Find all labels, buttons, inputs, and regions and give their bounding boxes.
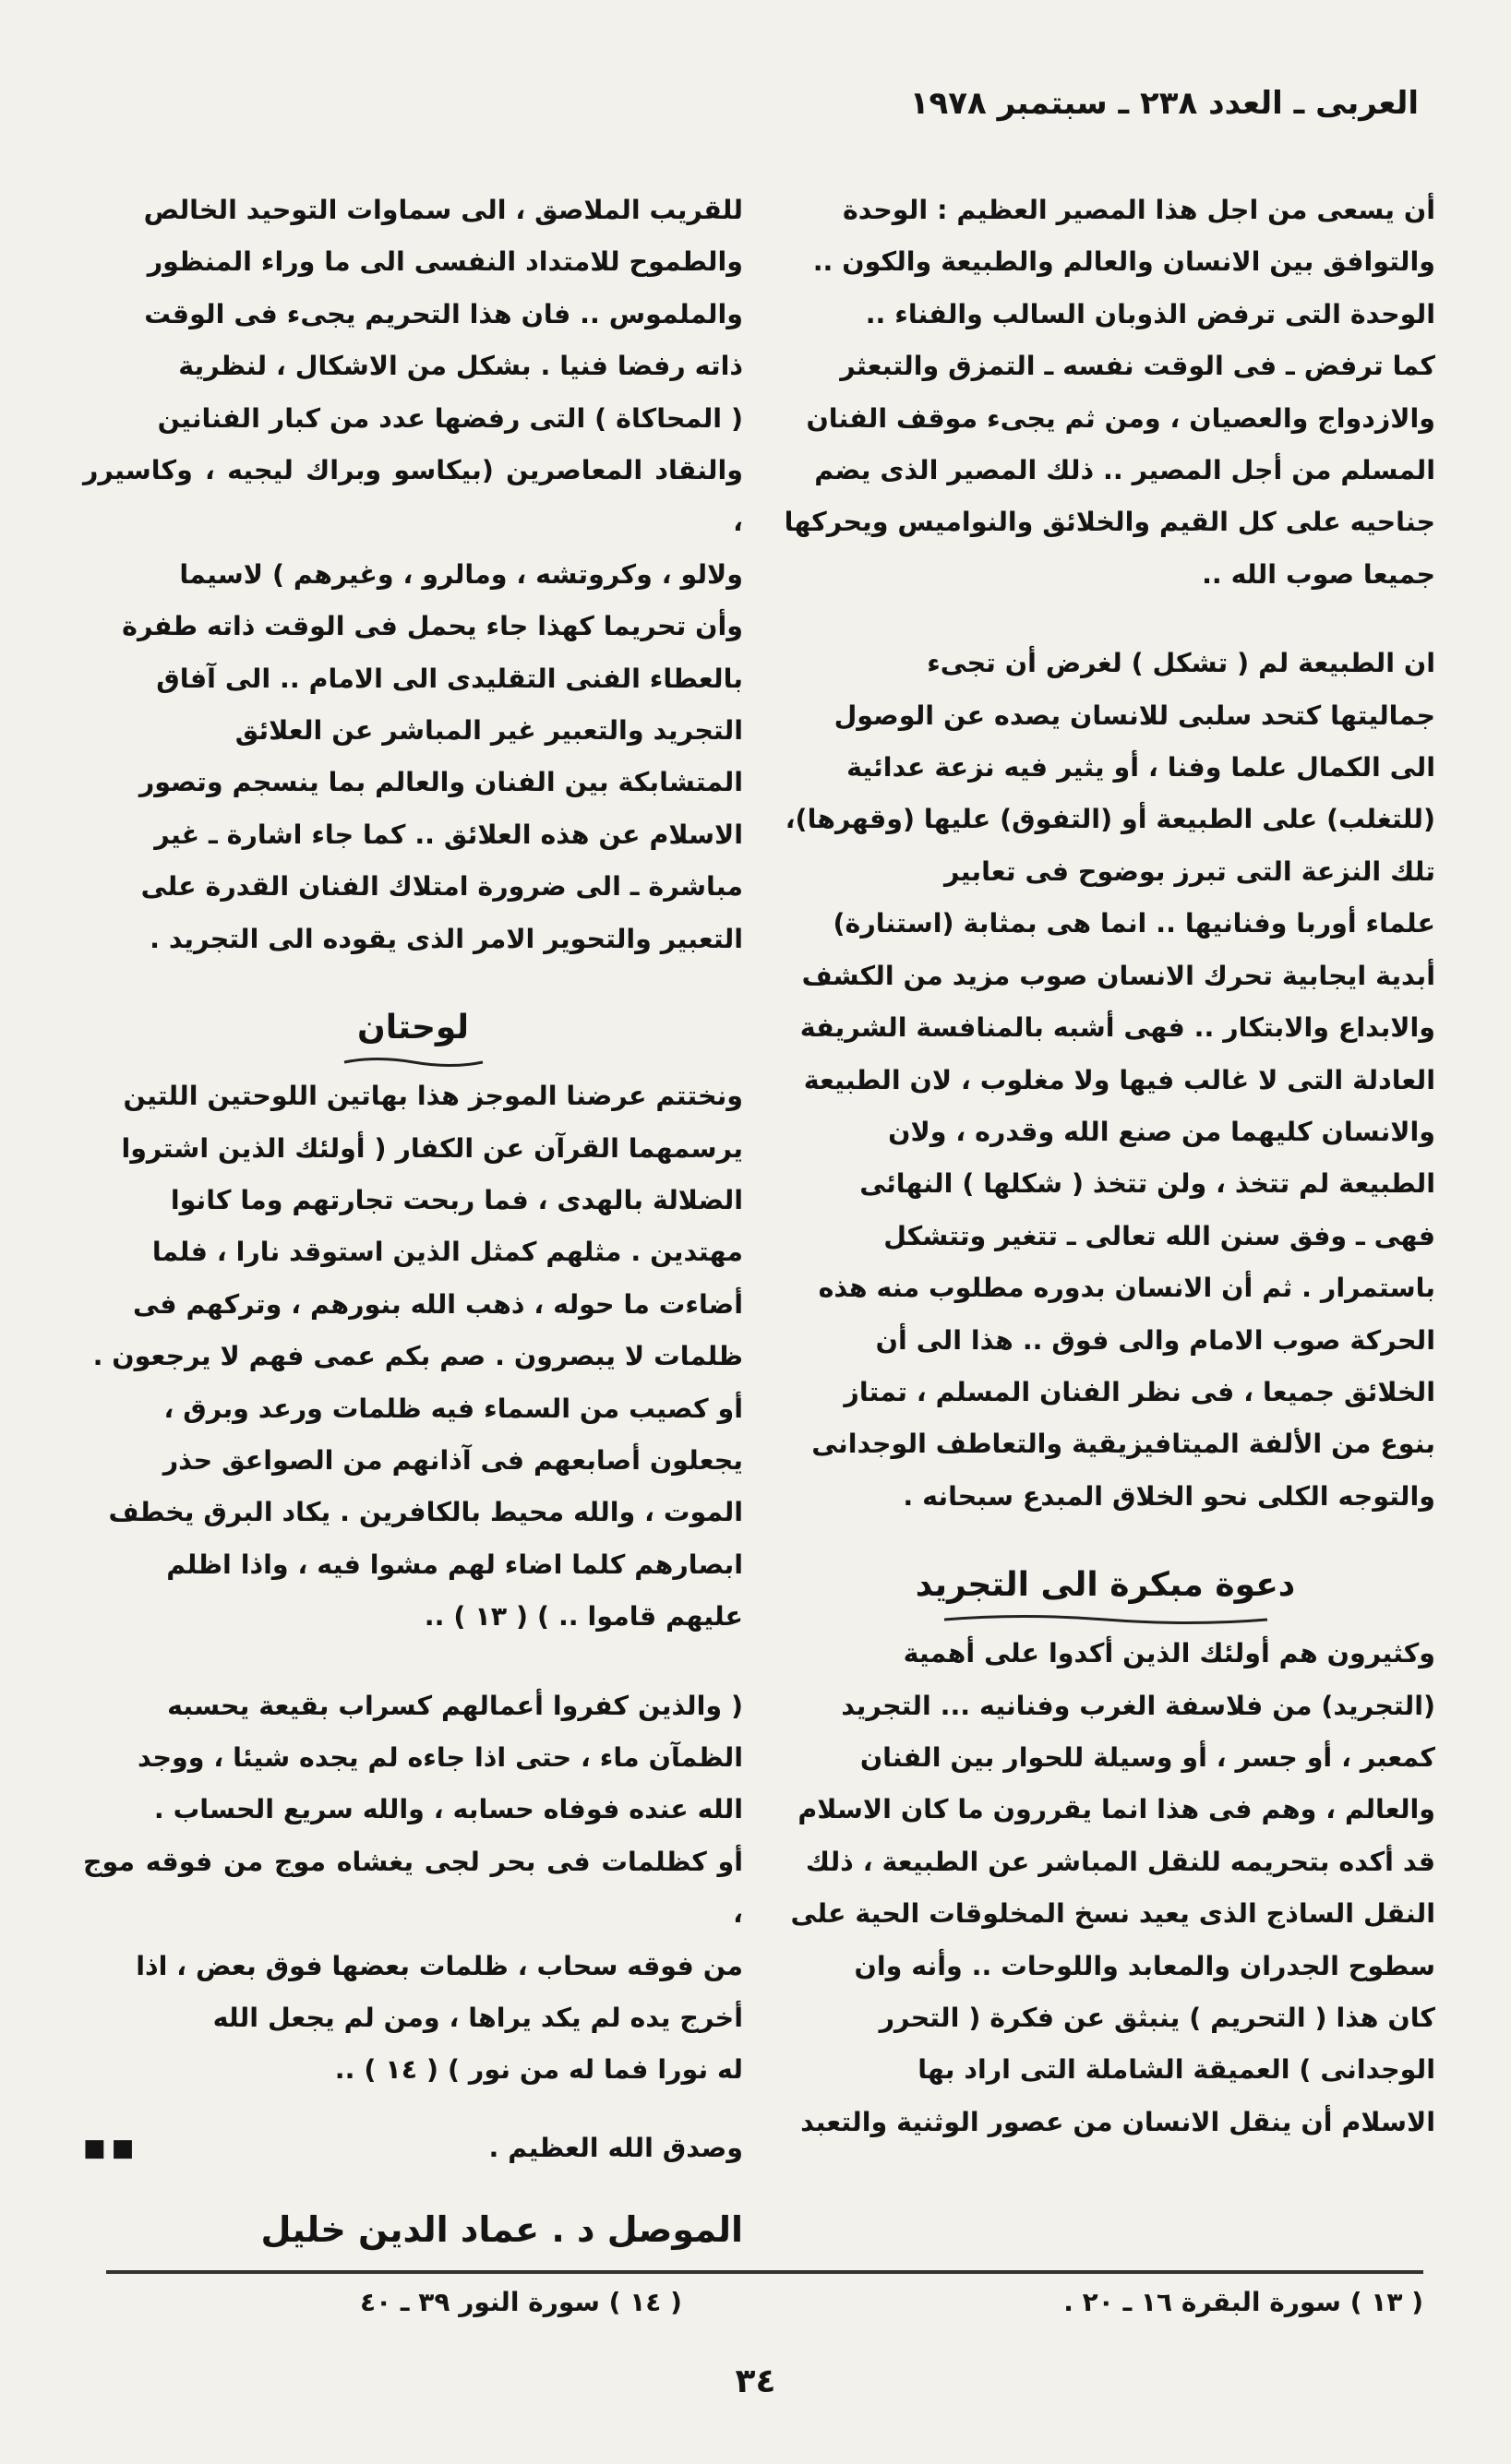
- text-line: قد أكده بتحريمه للنقل المباشر عن الطبيعة ، ذلك: [805, 1846, 1435, 1877]
- text-line: والابداع والابتكار .. فهى أشبه بالمنافسة الشريفة: [799, 1012, 1435, 1044]
- closing-line: [83, 2123, 743, 2174]
- left-column: [83, 185, 743, 2259]
- text-line: والنقاد المعاصرين (بيكاسو وبراك ليجيه ، وكاسيرر ،: [83, 455, 743, 538]
- section-heading: دعوة مبكرة الى التجريد: [915, 1566, 1296, 1605]
- text-line: وكثيرون هم أولئك الذين أكدوا على أهمية: [903, 1638, 1435, 1669]
- text-line: الضلالة بالهدى ، فما ربحت تجارتهم وما كانوا: [170, 1184, 743, 1215]
- text-line: جميعا صوب الله ..: [1202, 558, 1435, 590]
- text-line: ابصارهم كلما اضاء لهم مشوا فيه ، واذا اظلم: [166, 1549, 743, 1580]
- text-line: الاسلام أن ينقل الانسان من عصور الوثنية والتعبد: [800, 2106, 1435, 2137]
- text-line: ان الطبيعة لم ( تشكل ) لغرض أن تجىء: [927, 648, 1435, 679]
- text-line: ولالو ، وكروتشه ، ومالرو ، وغيرهم ) لاسيما: [179, 558, 743, 590]
- text-line: الله عنده فوفاه حسابه ، والله سريع الحساب .: [153, 1794, 743, 1825]
- text-line: والملموس .. فان هذا التحريم يجىء فى الوقت: [144, 298, 743, 329]
- footnote-13: ( ١٣ ) سورة البقرة ١٦ ـ ٢٠ .: [1063, 2287, 1423, 2317]
- right-para-3: [775, 1628, 1435, 2148]
- author-byline: الموصل د . عماد الدين خليل: [260, 2209, 743, 2251]
- text-line: باستمرار . ثم أن الانسان بدوره مطلوب منه هذه: [818, 1273, 1435, 1304]
- text-line: (التجريد) من فلاسفة الغرب وفنانيه ... التجريد: [841, 1690, 1435, 1721]
- text-line: الخلائق جميعا ، فى نظر الفنان المسلم ، تمتاز: [844, 1376, 1435, 1407]
- text-line: الحركة صوب الامام والى فوق .. هذا الى أن: [875, 1324, 1435, 1356]
- text-line: سطوح الجدران والمعابد واللوحات .. وأنه وان: [854, 1950, 1435, 1981]
- text-line: أضاءت ما حوله ، ذهب الله بنورهم ، وتركهم فى: [133, 1288, 743, 1320]
- text-line: الاسلام عن هذه العلائق .. كما جاء اشارة ـ غير: [154, 819, 743, 850]
- text-line: كما ترفض ـ فى الوقت نفسه ـ التمزق والتبعثر: [840, 351, 1435, 382]
- heading-swash-ornament: [340, 1054, 487, 1071]
- text-line: أخرج يده لم يكد يراها ، ومن لم يجعل الله: [212, 2003, 743, 2033]
- text-line: للقريب الملاصق ، الى سماوات التوحيد الخالص: [143, 195, 743, 225]
- text-line: من فوقه سحاب ، ظلمات بعضها فوق بعض ، اذا: [136, 1950, 743, 1981]
- text-line: له نورا فما له من نور ) ( ١٤ ) ..: [334, 2054, 743, 2086]
- text-line: جناحيه على كل القيم والخلائق والنواميس ويحركها: [784, 507, 1435, 538]
- text-line: تلك النزعة التى تبرز بوضوح فى تعابير: [944, 855, 1435, 887]
- text-line: علماء أوربا وفنانيها .. انما هى بمثابة (استنارة): [833, 908, 1435, 939]
- text-line: مهتدين . مثلهم كمثل الذين استوقد نارا ، فلما: [151, 1237, 743, 1268]
- text-line: والطموح للامتداد النفسى الى ما وراء المنظور: [147, 246, 743, 278]
- text-line: الى الكمال علما وفنا ، أو يثير فيه نزعة عدائية: [846, 752, 1435, 783]
- text-line: ( والذين كفروا أعمالهم كسراب بقيعة يحسبه: [167, 1690, 743, 1721]
- text-line: أو كظلمات فى بحر لجى يغشاه موج من فوقه موج ،: [83, 1846, 743, 1930]
- text-line: المسلم من أجل المصير .. ذلك المصير الذى يضم: [814, 455, 1435, 486]
- text-line: المتشابكة بين الفنان والعالم بما ينسجم وتصور: [138, 767, 743, 798]
- right-column: [775, 185, 1435, 2148]
- text-line: العادلة التى لا غالب فيها ولا مغلوب ، لان الطبيعة: [803, 1064, 1435, 1095]
- text-line: ( المحاكاة ) التى رفضها عدد من كبار الفنانين: [157, 402, 743, 434]
- text-line: التعبير والتحوير الامر الذى يقوده الى التجريد .: [150, 923, 743, 954]
- text-line: والانسان كليهما من صنع الله وقدره ، ولان: [888, 1116, 1435, 1147]
- text-line: كمعبر ، أو جسر ، أو وسيلة للحوار بين الفنان: [859, 1741, 1435, 1773]
- page-number: ٣٤: [735, 2362, 776, 2400]
- text-line: جماليتها كتحد سلبى للانسان يصده عن الوصول: [833, 700, 1435, 731]
- section-heading: لوحتان: [357, 1009, 469, 1047]
- footnote-14: ( ١٤ ) سورة النور ٣٩ ـ ٤٠: [360, 2287, 682, 2317]
- text-line: ونختتم عرضنا الموجز هذا بهاتين اللوحتين اللتين: [123, 1081, 743, 1112]
- text-line: الوجدانى ) العميقة الشاملة التى اراد بها: [917, 2054, 1435, 2086]
- text-line: بالعطاء الفنى التقليدى الى الامام .. الى آفاق: [156, 663, 743, 694]
- text-line: ذاته رفضا فنيا . بشكل من الاشكال ، لنظرية: [178, 351, 743, 382]
- left-para-3: [83, 1681, 743, 2097]
- left-para-1: [83, 185, 743, 965]
- text-line: أن يسعى من اجل هذا المصير العظيم : الوحدة: [842, 195, 1435, 225]
- text-line: وأن تحريما كهذا جاء يحمل فى الوقت ذاته طفرة: [122, 611, 743, 642]
- text-line: أو كصيب من السماء فيه ظلمات ورعد وبرق ،: [163, 1393, 743, 1424]
- text-line: فهى ـ وفق سنن الله تعالى ـ تتغير وتتشكل: [883, 1220, 1435, 1251]
- text-line: عليهم قاموا .. ) ( ١٣ ) ..: [424, 1601, 743, 1633]
- right-para-2: [775, 638, 1435, 1523]
- text-line: (للتغلب) على الطبيعة أو (التفوق) عليها (وقهرها)،: [785, 804, 1435, 835]
- text-line: الطبيعة لم تتخذ ، ولن تتخذ ( شكلها ) النهائى: [859, 1168, 1435, 1200]
- text-line: الظمآن ماء ، حتى اذا جاءه لم يجده شيئا ، ووجد: [138, 1741, 743, 1773]
- text-line: بنوع من الألفة الميتافيزيقية والتعاطف الوجدانى: [811, 1429, 1435, 1460]
- text-line: يجعلون أصابعهم فى آذانهم من الصواعق حذر: [162, 1444, 743, 1476]
- footnotes: [360, 2279, 1423, 2326]
- heading-swash-ornament: [940, 1611, 1272, 1628]
- end-marks-icon: ■■: [83, 2134, 140, 2162]
- text-line: النقل الساذج الذى يعيد نسخ المخلوقات الحية على: [790, 1898, 1435, 1930]
- text-line: والتوافق بين الانسان والعالم والطبيعة والكون ..: [812, 246, 1435, 278]
- footnote-divider: [106, 2270, 1423, 2274]
- text-line: الموت ، والله محيط بالكافرين . يكاد البرق يخطف: [108, 1497, 743, 1528]
- left-para-2: [83, 1071, 743, 1643]
- running-header: العربى ـ العدد ٢٣٨ ـ سبتمبر ١٩٧٨: [909, 85, 1419, 122]
- text-line: والتوجه الكلى نحو الخلاق المبدع سبحانه .: [903, 1480, 1435, 1512]
- text-line: مباشرة ـ الى ضرورة امتلاك الفنان القدرة على: [140, 871, 743, 903]
- text-line: يرسمهما القرآن عن الكفار ( أولئك الذين اشتروا: [121, 1132, 743, 1164]
- closing-text: وصدق الله العظيم .: [488, 2132, 743, 2163]
- text-line: التجريد والتعبير غير المباشر عن العلائق: [234, 715, 743, 747]
- text-line: أبدية ايجابية تحرك الانسان صوب مزيد من الكشف: [801, 960, 1435, 991]
- right-para-1: [775, 185, 1435, 601]
- text-line: ظلمات لا يبصرون . صم بكم عمى فهم لا يرجعون .: [92, 1341, 743, 1372]
- text-line: والعالم ، وهم فى هذا انما يقررون ما كان الاسلام: [797, 1794, 1435, 1825]
- text-line: الوحدة التى ترفض الذوبان السالب والفناء ..: [865, 298, 1435, 329]
- text-line: كان هذا ( التحريم ) ينبثق عن فكرة ( التحرر: [879, 2003, 1435, 2033]
- text-line: والازدواج والعصيان ، ومن ثم يجىء موقف الفنان: [806, 402, 1435, 434]
